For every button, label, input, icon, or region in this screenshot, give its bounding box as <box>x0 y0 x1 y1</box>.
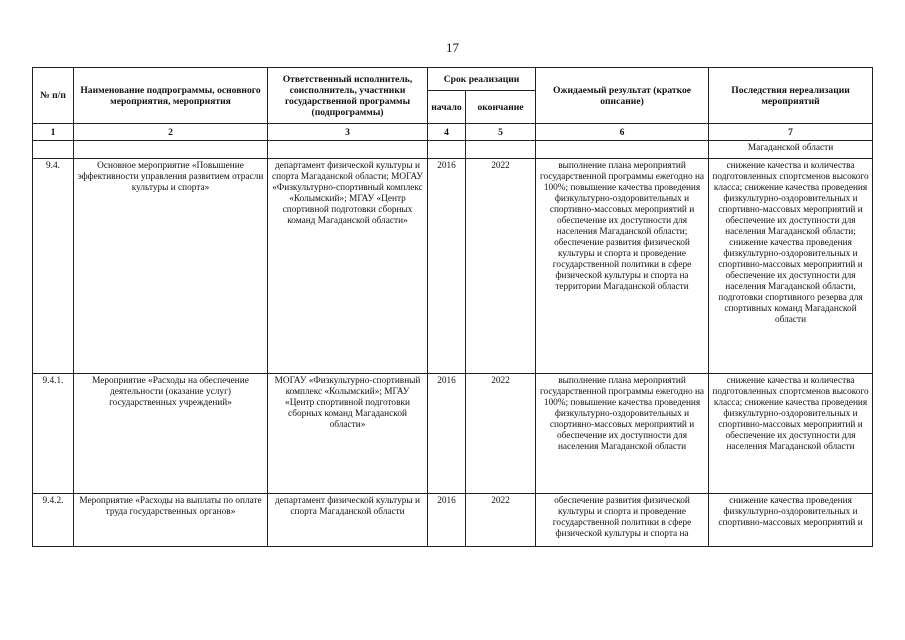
program-table <box>32 67 873 547</box>
row-num: 9.4. <box>33 159 74 374</box>
column-number: 4 <box>428 124 466 141</box>
header-start: начало <box>428 91 466 124</box>
row-start: 2016 <box>428 374 466 494</box>
row-executor: МОГАУ «Физкультурно-спортивный комплекс «Колымский»; МГАУ «Центр спортивной подготовки сборных команд Магаданской области» <box>268 374 428 494</box>
table-row <box>33 159 873 374</box>
row-executor: департамент физической культуры и спорта Магаданской области <box>268 494 428 547</box>
row-result: выполнение плана мероприятий государственной программы ежегодно на 100%; повышение качества проведения физкультурно-оздоровительных и спортивно-массовых мероприятий и обеспечение их доступности для населения Магаданской области; обеспечение развития физической культуры и спорта и проведение государственной политики в сфере физической культуры и спорта на территории Магаданской области <box>536 159 709 374</box>
header-executor: Ответственный исполнитель, соисполнитель, участники государственной программы (подпрограммы) <box>268 68 428 124</box>
row-consequences: снижение качества и количества подготовленных спортсменов высокого класса; снижение качества проведения физкультурно-оздоровительных и спортивно-массовых мероприятий и обеспечение их доступности для населения Магаданской области; снижение качества проведения физкультурно-оздоровительных и спортивно-массовых мероприятий и обеспечение их доступности для населения Магаданской области, подготовки спортивного резерва для спортивных команд Магаданской области <box>709 159 873 374</box>
header-name: Наименование подпрограммы, основного мероприятия, мероприятия <box>74 68 268 124</box>
row-executor: департамент физической культуры и спорта Магаданской области; МОГАУ «Физкультурно-спортивный комплекс «Колымский»; МГАУ «Центр спортивной подготовки сборных команд Магаданской области» <box>268 159 428 374</box>
header-period: Срок реализации <box>428 68 536 91</box>
row-num: 9.4.1. <box>33 374 74 494</box>
header-consequences: Последствия нереализации мероприятий <box>709 68 873 124</box>
page-number: 17 <box>446 40 459 55</box>
table-row <box>33 374 873 494</box>
row-start: 2016 <box>428 159 466 374</box>
header-end: окончание <box>466 91 536 124</box>
row-name: Мероприятие «Расходы на выплаты по оплате труда государственных органов» <box>74 494 268 547</box>
column-number: 3 <box>268 124 428 141</box>
column-number: 5 <box>466 124 536 141</box>
row-end: 2022 <box>466 494 536 547</box>
column-number: 2 <box>74 124 268 141</box>
header-num: № п/п <box>33 68 74 124</box>
column-number: 6 <box>536 124 709 141</box>
row-consequences: снижение качества и количества подготовленных спортсменов высокого класса; снижение качества проведения физкультурно-оздоровительных и спортивно-массовых мероприятий и обеспечение их доступности для населения Магаданской области <box>709 374 873 494</box>
continuation-row <box>33 141 873 159</box>
row-end: 2022 <box>466 374 536 494</box>
row-result: обеспечение развития физической культуры и спорта и проведение государственной политики в сфере физической культуры и спорта на <box>536 494 709 547</box>
row-result: выполнение плана мероприятий государственной программы ежегодно на 100%; повышение качества проведения физкультурно-оздоровительных и спортивно-массовых мероприятий и обеспечение их доступности для населения Магаданской области <box>536 374 709 494</box>
header-row <box>33 68 873 91</box>
row-name: Мероприятие «Расходы на обеспечение деятельности (оказание услуг) государственных учреждений» <box>74 374 268 494</box>
header-result: Ожидаемый результат (краткое описание) <box>536 68 709 124</box>
column-numbers-row <box>33 124 873 141</box>
row-start: 2016 <box>428 494 466 547</box>
column-number: 1 <box>33 124 74 141</box>
row-num: 9.4.2. <box>33 494 74 547</box>
column-number: 7 <box>709 124 873 141</box>
row-consequences: снижение качества проведения физкультурно-оздоровительных и спортивно-массовых мероприятий и <box>709 494 873 547</box>
table-row <box>33 494 873 547</box>
row-end: 2022 <box>466 159 536 374</box>
row-name: Основное мероприятие «Повышение эффективности управления развитием отрасли культуры и спорта» <box>74 159 268 374</box>
continuation-consequences: Магаданской области <box>709 141 873 159</box>
